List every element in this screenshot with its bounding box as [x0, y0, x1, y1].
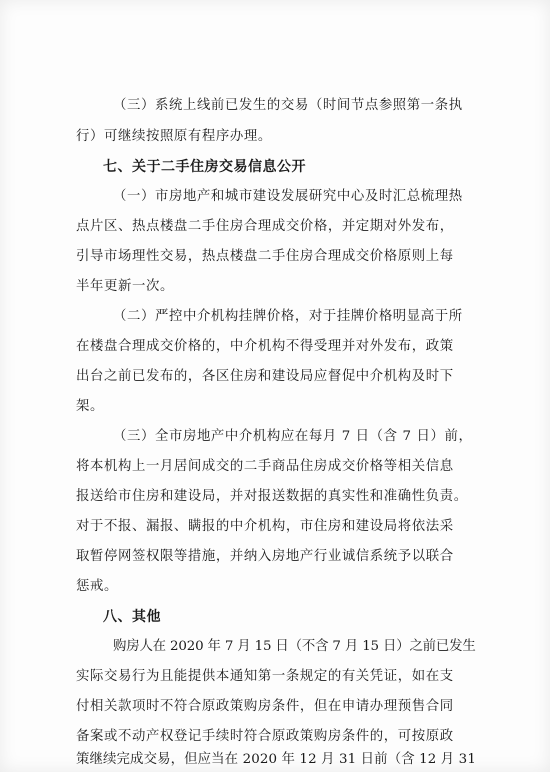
text-line: 报送给市住房和建设局，并对报送数据的真实性和准确性负责。	[76, 489, 468, 504]
text-line: 付相关款项时不符合原政策购房条件，但在申请办理预售合同	[76, 699, 454, 714]
text-line: 出台之前已发布的，各区住房和建设局应督促中介机构及时下	[76, 369, 454, 384]
text-line: 将本机构上一月居间成交的二手商品住房成交价格等相关信息	[76, 459, 454, 474]
text-line: 策继续完成交易，但应当在 2020 年 12 月 31 日前（含 12 月 31	[76, 752, 476, 767]
text-line: 实际交易行为且能提供本通知第一条规定的有关凭证，如在支	[76, 669, 454, 684]
text-line: 架。	[76, 399, 104, 414]
section-heading: 七、关于二手住房交易信息公开	[103, 159, 306, 175]
text-line: 取暂停网签权限等措施，并纳入房地产行业诚信系统予以联合	[76, 549, 454, 564]
text-line: 半年更新一次。	[76, 279, 174, 294]
text-line: 行）可继续按照原有程序办理。	[76, 129, 272, 144]
text-line: 购房人在 2020 年 7 月 15 日（不含 7 月 15 日）之前已发生	[113, 639, 476, 654]
text-line: （三）全市房地产中介机构应在每月 7 日（含 7 日）前，	[113, 429, 473, 444]
text-line: 在楼盘合理成交价格的，中介机构不得受理并对外发布，政策	[76, 339, 454, 354]
text-line: 引导市场理性交易，热点楼盘二手住房合理成交价格原则上每	[76, 249, 454, 264]
text-line: 惩戒。	[76, 579, 118, 594]
text-line: 对于不报、漏报、瞒报的中介机构，市住房和建设局将依法采	[76, 519, 454, 534]
text-line: 点片区、热点楼盘二手住房合理成交价格，并定期对外发布，	[76, 219, 454, 234]
text-line: （三）系统上线前已发生的交易（时间节点参照第一条执	[113, 98, 463, 113]
text-line: （二）严控中介机构挂牌价格，对于挂牌价格明显高于所	[113, 309, 463, 324]
text-line: 备案或不动产权登记手续时符合原政策购房条件的，可按原政	[76, 729, 454, 744]
section-heading: 八、其他	[103, 609, 161, 625]
text-line: （一）市房地产和城市建设发展研究中心及时汇总梳理热	[113, 189, 463, 204]
